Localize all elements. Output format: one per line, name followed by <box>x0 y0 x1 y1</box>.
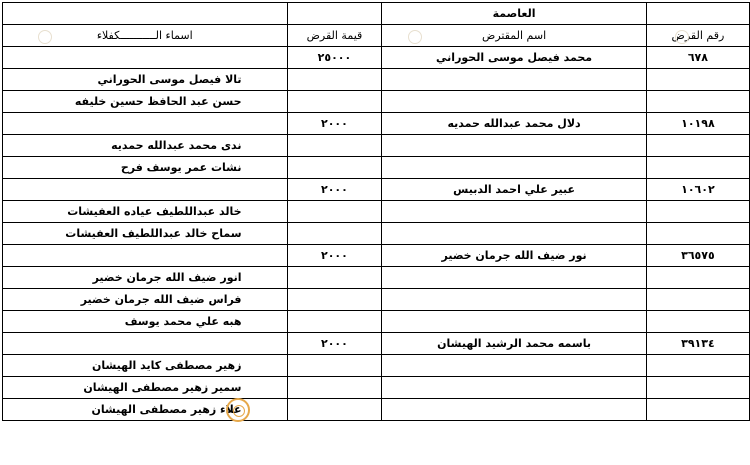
table-row <box>3 399 750 421</box>
guarantor-name-cell <box>3 47 288 69</box>
loan-value-cell <box>287 267 382 289</box>
guarantor-name-cell <box>3 333 288 355</box>
borrower-name-cell <box>382 91 646 113</box>
loan-value-cell <box>287 377 382 399</box>
guarantor-name-cell: علاء زهير مصطفى الهيشان <box>3 399 288 421</box>
table-row <box>3 311 750 333</box>
loan-number-cell <box>646 223 749 245</box>
loan-number-cell <box>646 355 749 377</box>
table-row <box>3 289 750 311</box>
loan-number-cell: ١٠١٩٨ <box>646 113 749 135</box>
loan-number-cell <box>646 135 749 157</box>
guarantor-name-cell: خالد عبداللطيف عياده العفيشات <box>3 201 288 223</box>
loan-number-cell <box>646 157 749 179</box>
loan-value-cell <box>287 91 382 113</box>
table-row <box>3 69 750 91</box>
guarantor-name-cell: فراس ضيف الله جرمان خضير <box>3 289 288 311</box>
table-row <box>3 267 750 289</box>
guarantor-name-cell: تالا فيصل موسى الحوراني <box>3 69 288 91</box>
borrower-name-cell: باسمه محمد الرشيد الهيشان <box>382 333 646 355</box>
loan-value-cell <box>287 311 382 333</box>
table-row <box>3 355 750 377</box>
loan-value-header: قيمة القرض <box>287 25 382 47</box>
loan-value-cell <box>287 69 382 91</box>
table-row <box>3 113 750 135</box>
loan-value-cell <box>287 355 382 377</box>
section-blank-cell <box>287 3 382 25</box>
watermark-icon <box>38 30 52 44</box>
loan-number-cell <box>646 377 749 399</box>
borrower-name-cell: محمد فيصل موسى الحوراني <box>382 47 646 69</box>
borrower-name-cell <box>382 399 646 421</box>
section-blank-cell <box>3 3 288 25</box>
borrower-name-cell: نور ضيف الله جرمان خضير <box>382 245 646 267</box>
table-row <box>3 377 750 399</box>
borrower-name-cell <box>382 201 646 223</box>
borrower-name-cell <box>382 355 646 377</box>
section-row <box>3 3 750 25</box>
watermark-icon <box>675 30 689 44</box>
table-row <box>3 179 750 201</box>
loan-number-cell <box>646 311 749 333</box>
table-row <box>3 47 750 69</box>
borrower-name-cell <box>382 69 646 91</box>
header-row <box>3 25 750 47</box>
borrower-name-cell <box>382 311 646 333</box>
borrower-name-cell <box>382 135 646 157</box>
loan-value-cell: ٢٠٠٠ <box>287 333 382 355</box>
guarantor-name-cell: انور ضيف الله جرمان خضير <box>3 267 288 289</box>
loan-value-cell <box>287 157 382 179</box>
loan-value-cell: ٢٠٠٠ <box>287 113 382 135</box>
guarantor-name-cell: سماح خالد عبداللطيف العفيشات <box>3 223 288 245</box>
table-row <box>3 157 750 179</box>
guarantor-name-cell <box>3 179 288 201</box>
loan-number-cell <box>646 267 749 289</box>
table-row <box>3 91 750 113</box>
borrower-name-cell <box>382 377 646 399</box>
loan-number-cell <box>646 399 749 421</box>
loan-number-cell <box>646 289 749 311</box>
loan-value-cell <box>287 223 382 245</box>
loan-value-cell <box>287 201 382 223</box>
borrower-name-cell <box>382 223 646 245</box>
table-row <box>3 333 750 355</box>
borrower-name-cell <box>382 267 646 289</box>
loan-number-cell: ٣٦٥٧٥ <box>646 245 749 267</box>
stamp-icon <box>226 398 250 422</box>
loan-number-cell <box>646 91 749 113</box>
loan-value-cell <box>287 135 382 157</box>
guarantor-name-cell: هبه علي محمد يوسف <box>3 311 288 333</box>
loan-number-cell: ١٠٦٠٢ <box>646 179 749 201</box>
borrower-name-header: اسم المقترض <box>382 25 646 47</box>
guarantor-name-cell <box>3 245 288 267</box>
loan-value-cell: ٢٠٠٠ <box>287 179 382 201</box>
guarantor-name-cell: حسن عبد الحافظ حسين خليفه <box>3 91 288 113</box>
guarantor-name-cell <box>3 113 288 135</box>
loan-number-cell <box>646 69 749 91</box>
borrower-name-cell <box>382 289 646 311</box>
table-row <box>3 201 750 223</box>
table-row <box>3 135 750 157</box>
guarantor-name-cell: ندى محمد عبدالله حمديه <box>3 135 288 157</box>
table-row <box>3 223 750 245</box>
loan-value-cell <box>287 289 382 311</box>
borrower-name-cell <box>382 157 646 179</box>
watermark-icon <box>408 30 422 44</box>
guarantor-name-cell: نشات عمر يوسف فرح <box>3 157 288 179</box>
guarantors-header: اسماء الـــــــــــكفلاء <box>3 25 288 47</box>
borrower-name-cell: دلال محمد عبدالله حمديه <box>382 113 646 135</box>
loan-number-cell: ٦٧٨ <box>646 47 749 69</box>
loans-table <box>2 2 750 421</box>
loan-number-cell <box>646 201 749 223</box>
borrower-name-cell: عبير علي احمد الدبيس <box>382 179 646 201</box>
table-row <box>3 245 750 267</box>
guarantor-name-cell: زهير مصطفى كايد الهيشان <box>3 355 288 377</box>
loan-number-header: رقم القرض <box>646 25 749 47</box>
section-blank-cell <box>646 3 749 25</box>
loan-value-cell <box>287 399 382 421</box>
loan-value-cell: ٢٥٠٠٠ <box>287 47 382 69</box>
section-title: العاصمة <box>382 3 646 25</box>
loan-value-cell: ٢٠٠٠ <box>287 245 382 267</box>
loan-number-cell: ٣٩١٣٤ <box>646 333 749 355</box>
guarantor-name-cell: سمير زهير مصطفى الهيشان <box>3 377 288 399</box>
